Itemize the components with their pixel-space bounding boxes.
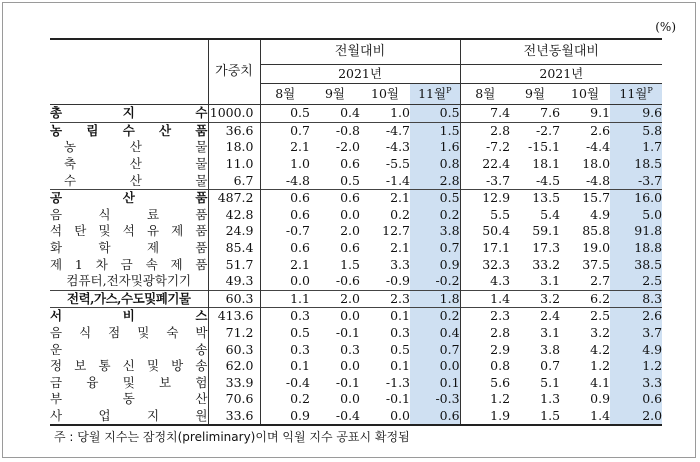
mom-cell: 3.8 [410, 223, 460, 240]
month-label: 8월 [275, 86, 296, 101]
yoy-cell: 2.0 [610, 408, 662, 426]
row-label: 전력,가스,수도및폐기물 [50, 290, 208, 308]
mom-cell: -1.4 [385, 172, 410, 188]
yoy-cell: 17.3 [532, 240, 561, 256]
yoy-cell: 3.3 [610, 375, 662, 392]
mom-cell: 0.0 [410, 358, 460, 375]
row-label: 서 비 스 [50, 308, 208, 324]
weight-cell: 413.6 [208, 308, 260, 325]
mom-cell: 0.9 [260, 408, 310, 426]
yoy-cell: 3.2 [590, 325, 611, 341]
month-label: 11월 [418, 86, 447, 101]
mom-cell: 0.6 [290, 206, 310, 222]
yoy-cell: -2.7 [510, 122, 560, 139]
yoy-cell: 3.8 [540, 341, 561, 357]
yoy-month-1 [460, 84, 510, 105]
mom-cell: -0.1 [385, 391, 410, 407]
row-label: 총 지 수 [50, 105, 208, 121]
mom-cell: 2.1 [390, 240, 410, 256]
yoy-cell: 5.1 [540, 374, 561, 390]
yoy-cell: 85.8 [582, 223, 611, 239]
yoy-cell: 32.3 [482, 256, 511, 272]
mom-cell: 0.2 [410, 308, 460, 325]
yoy-cell: 3.1 [540, 325, 561, 341]
mom-month-4 [410, 84, 460, 105]
mom-cell: 0.6 [260, 189, 310, 206]
yoy-cell: 38.5 [610, 256, 662, 273]
mom-month-2 [310, 84, 360, 105]
mom-cell: 0.0 [310, 308, 360, 325]
mom-cell: 0.6 [340, 240, 360, 256]
mom-cell: 0.6 [310, 189, 360, 206]
yoy-cell: 2.3 [460, 308, 510, 325]
mom-cell: -0.7 [285, 223, 310, 239]
yoy-cell: 18.5 [610, 156, 662, 173]
mom-cell: 0.2 [390, 206, 410, 222]
yoy-cell: 1.5 [510, 408, 560, 426]
row-label: 수 산 물 [64, 172, 208, 188]
table-row [50, 122, 662, 139]
row-label: 금 융 및 보 험 [50, 374, 208, 390]
yoy-cell: 1.4 [460, 290, 510, 308]
yoy-cell: 3.1 [540, 273, 561, 289]
yoy-cell: 2.8 [460, 122, 510, 139]
mom-cell: 0.0 [340, 391, 360, 407]
mom-cell: -0.1 [335, 325, 360, 341]
table-row [50, 341, 662, 358]
mom-cell: 0.5 [290, 105, 310, 121]
weight-cell: 36.6 [208, 122, 260, 139]
yoy-cell: 5.4 [540, 206, 561, 222]
mom-cell: -1.3 [385, 374, 410, 390]
yoy-cell: 1.2 [490, 391, 511, 407]
mom-cell: 0.1 [360, 308, 410, 325]
mom-cell: 2.1 [360, 189, 410, 206]
yoy-cell: -3.7 [485, 172, 511, 188]
mom-cell: 0.4 [410, 325, 460, 342]
yoy-cell: -15.1 [527, 139, 561, 155]
yoy-cell: 5.5 [490, 206, 511, 222]
table-row [50, 156, 662, 173]
yoy-cell: 18.1 [532, 156, 561, 172]
mom-cell: -0.4 [310, 408, 360, 426]
mom-cell: -0.8 [310, 122, 360, 139]
yoy-cell: -3.7 [610, 172, 662, 189]
weight-cell: 33.6 [208, 408, 260, 426]
table-row [50, 139, 662, 156]
mom-cell: 2.0 [340, 223, 360, 239]
yoy-cell: 4.1 [590, 374, 611, 390]
mom-cell: -4.3 [385, 139, 410, 155]
mom-cell: -0.4 [285, 374, 310, 390]
row-label: 축 산 물 [64, 156, 208, 172]
yoy-cell: 17.1 [482, 240, 511, 256]
yoy-cell: 2.7 [590, 273, 611, 289]
mom-cell: 0.5 [290, 325, 310, 341]
mom-cell: 0.7 [260, 122, 310, 139]
yoy-cell: -4.4 [585, 139, 611, 155]
table-row [50, 172, 662, 189]
yoy-cell: 2.5 [610, 273, 662, 290]
mom-cell: 1.5 [410, 122, 460, 139]
month-label: 8월 [475, 86, 496, 101]
mom-cell: 3.3 [390, 256, 410, 272]
yoy-cell: 9.1 [590, 105, 611, 121]
mom-year: 2021년 [260, 65, 460, 84]
yoy-cell: 15.7 [560, 189, 610, 206]
yoy-year: 2021년 [460, 65, 662, 84]
mom-cell: 1.0 [390, 105, 410, 121]
yoy-cell: 2.8 [490, 325, 511, 341]
yoy-cell: -4.5 [535, 172, 561, 188]
yoy-cell: 4.3 [490, 273, 511, 289]
yoy-cell: 7.4 [490, 105, 511, 121]
table-row [50, 105, 662, 123]
table-row [50, 391, 662, 408]
table-body [50, 105, 662, 426]
yoy-cell: 6.2 [560, 290, 610, 308]
month-label: 10월 [571, 86, 600, 101]
weight-cell: 60.3 [208, 290, 260, 308]
weight-cell: 62.0 [208, 358, 260, 375]
mom-cell: 0.0 [340, 358, 360, 374]
table-row [50, 207, 662, 224]
yoy-cell: 12.9 [460, 189, 510, 206]
mom-cell: 0.5 [340, 172, 360, 188]
mom-cell: -0.1 [335, 374, 360, 390]
yoy-month-3 [560, 84, 610, 105]
mom-cell: 0.6 [290, 240, 310, 256]
month-label: 9월 [324, 86, 346, 101]
yoy-cell: 8.3 [610, 290, 662, 308]
mom-cell: -2.0 [335, 139, 360, 155]
weight-cell: 33.9 [208, 375, 260, 392]
weight-cell: 85.4 [208, 240, 260, 257]
preliminary-mark: P [446, 85, 452, 95]
yoy-cell: 3.2 [510, 290, 560, 308]
mom-cell: 0.5 [410, 189, 460, 206]
yoy-cell: -4.8 [585, 172, 611, 188]
yoy-cell: -7.2 [485, 139, 511, 155]
weight-cell: 24.9 [208, 223, 260, 240]
yoy-cell: 4.9 [590, 206, 611, 222]
mom-cell: -4.7 [360, 122, 410, 139]
mom-cell: 0.2 [290, 391, 310, 407]
row-label: 화 학 제 품 [50, 240, 208, 256]
mom-cell: 1.8 [410, 290, 460, 308]
mom-cell: 0.1 [290, 358, 310, 374]
table-row [50, 375, 662, 392]
mom-cell: 0.8 [410, 156, 460, 173]
yoy-cell: 1.7 [610, 139, 662, 156]
yoy-cell: 91.8 [610, 223, 662, 240]
mom-cell: 0.1 [410, 375, 460, 392]
row-label: 정 보 통 신 및 방 송 [50, 358, 208, 374]
mom-cell: 1.5 [340, 256, 360, 272]
table-row [50, 189, 662, 206]
yoy-cell: 1.2 [610, 358, 662, 375]
table-row [50, 408, 662, 426]
mom-cell: 0.6 [410, 408, 460, 426]
yoy-cell: 19.0 [582, 240, 611, 256]
yoy-cell: 0.7 [540, 358, 561, 374]
month-label: 10월 [371, 86, 399, 101]
weight-cell: 60.3 [208, 341, 260, 358]
mom-cell: 0.3 [340, 341, 360, 357]
yoy-header: 전년동월대비 [460, 39, 662, 65]
row-label: 운 송 [50, 341, 208, 357]
mom-cell: 12.7 [382, 223, 410, 239]
mom-cell: 2.1 [290, 256, 310, 272]
mom-cell: 0.7 [410, 240, 460, 257]
yoy-cell: 59.1 [532, 223, 561, 239]
mom-cell: 0.3 [390, 325, 410, 341]
table-row [50, 308, 662, 325]
row-label: 음 식 점 및 숙 박 [50, 325, 208, 341]
mom-cell: -0.2 [410, 273, 460, 290]
mom-cell: 2.0 [310, 290, 360, 308]
unit-label: (%) [655, 20, 676, 34]
mom-cell: -0.6 [335, 273, 360, 289]
row-label: 농 림 수 산 품 [50, 122, 208, 138]
row-label: 음 식 료 품 [50, 206, 208, 222]
yoy-cell: 18.0 [582, 156, 611, 172]
weight-cell: 71.2 [208, 325, 260, 342]
yoy-cell: 33.2 [532, 256, 561, 272]
weight-cell: 11.0 [208, 156, 260, 173]
weight-cell: 18.0 [208, 139, 260, 156]
yoy-cell: 0.8 [490, 358, 511, 374]
preliminary-mark: P [647, 85, 653, 95]
row-label: 석 탄 및 석 유 제 품 [50, 223, 208, 239]
yoy-cell: 2.6 [560, 122, 610, 139]
weight-cell: 49.3 [208, 273, 260, 290]
mom-cell: 0.3 [290, 341, 310, 357]
yoy-cell: 4.2 [590, 341, 611, 357]
mom-cell: 0.0 [340, 206, 360, 222]
row-label: 컴퓨터,전자및광학기기 [66, 273, 192, 289]
mom-cell: 2.1 [290, 139, 310, 155]
mom-cell: 2.3 [360, 290, 410, 308]
yoy-cell: 0.6 [610, 391, 662, 408]
yoy-month-4 [610, 84, 662, 105]
weight-cell: 6.7 [208, 172, 260, 189]
table-row [50, 325, 662, 342]
yoy-cell: 1.3 [540, 391, 561, 407]
row-label: 부 동 산 [50, 391, 208, 407]
yoy-cell: 13.5 [510, 189, 560, 206]
mom-cell: 0.0 [290, 273, 310, 289]
mom-header: 전월대비 [260, 39, 460, 65]
mom-month-1 [260, 84, 310, 105]
table-row [50, 223, 662, 240]
mom-cell: 0.5 [390, 341, 410, 357]
row-label: 농 산 물 [64, 139, 208, 155]
row-label: 사 업 지 원 [50, 408, 208, 426]
yoy-cell: 2.4 [510, 308, 560, 325]
row-label: 제 1 차 금 속 제 품 [50, 256, 208, 272]
mom-cell: 0.2 [410, 207, 460, 224]
mom-cell: 2.8 [410, 172, 460, 189]
yoy-cell: 2.6 [610, 308, 662, 325]
mom-month-3 [360, 84, 410, 105]
weight-cell: 42.8 [208, 207, 260, 224]
yoy-cell: 5.0 [610, 207, 662, 224]
yoy-cell: 1.9 [460, 408, 510, 426]
yoy-cell: 7.6 [540, 105, 561, 121]
yoy-cell: 2.9 [490, 341, 511, 357]
mom-cell: 0.9 [410, 256, 460, 273]
mom-cell: -0.3 [410, 391, 460, 408]
label-header [50, 39, 208, 105]
weight-cell: 70.6 [208, 391, 260, 408]
yoy-cell: 50.4 [482, 223, 511, 239]
yoy-cell: 1.2 [590, 358, 611, 374]
yoy-cell: 5.8 [610, 122, 662, 139]
mom-cell: 0.3 [260, 308, 310, 325]
mom-cell: 0.4 [340, 105, 360, 121]
weight-cell: 1000.0 [208, 105, 260, 123]
mom-cell: 0.6 [340, 156, 360, 172]
weight-cell: 487.2 [208, 189, 260, 206]
yoy-cell: 5.6 [490, 374, 511, 390]
mom-cell: -5.5 [385, 156, 410, 172]
table-row [50, 290, 662, 308]
table-row [50, 240, 662, 257]
weight-cell: 51.7 [208, 256, 260, 273]
mom-cell: 0.1 [390, 358, 410, 374]
price-index-table [50, 38, 662, 426]
month-label: 11월 [619, 86, 648, 101]
table-row [50, 256, 662, 273]
mom-cell: -0.9 [385, 273, 410, 289]
yoy-cell: 37.5 [582, 256, 611, 272]
yoy-cell: 22.4 [482, 156, 511, 172]
footnote: 주 : 당월 지수는 잠정치(preliminary)이며 익월 지수 공표시 확정됨 [54, 430, 410, 444]
row-label: 공 산 품 [50, 190, 208, 206]
weight-header: 가중치 [208, 39, 260, 105]
mom-cell: -4.8 [285, 172, 310, 188]
mom-cell: 0.7 [410, 341, 460, 358]
yoy-cell: 0.9 [590, 391, 611, 407]
yoy-cell: 3.7 [610, 325, 662, 342]
mom-cell: 1.0 [290, 156, 310, 172]
mom-cell: 1.1 [260, 290, 310, 308]
table-row [50, 358, 662, 375]
yoy-cell: 4.9 [610, 341, 662, 358]
yoy-cell: 16.0 [610, 189, 662, 206]
mom-cell: 0.5 [410, 105, 460, 123]
mom-cell: 1.6 [410, 139, 460, 156]
yoy-cell: 18.8 [610, 240, 662, 257]
month-label: 9월 [525, 86, 546, 101]
yoy-cell: 2.5 [560, 308, 610, 325]
table-row [50, 273, 662, 290]
mom-cell: 0.0 [360, 408, 410, 426]
yoy-cell: 9.6 [610, 105, 662, 123]
yoy-month-2 [510, 84, 560, 105]
yoy-cell: 1.4 [560, 408, 610, 426]
